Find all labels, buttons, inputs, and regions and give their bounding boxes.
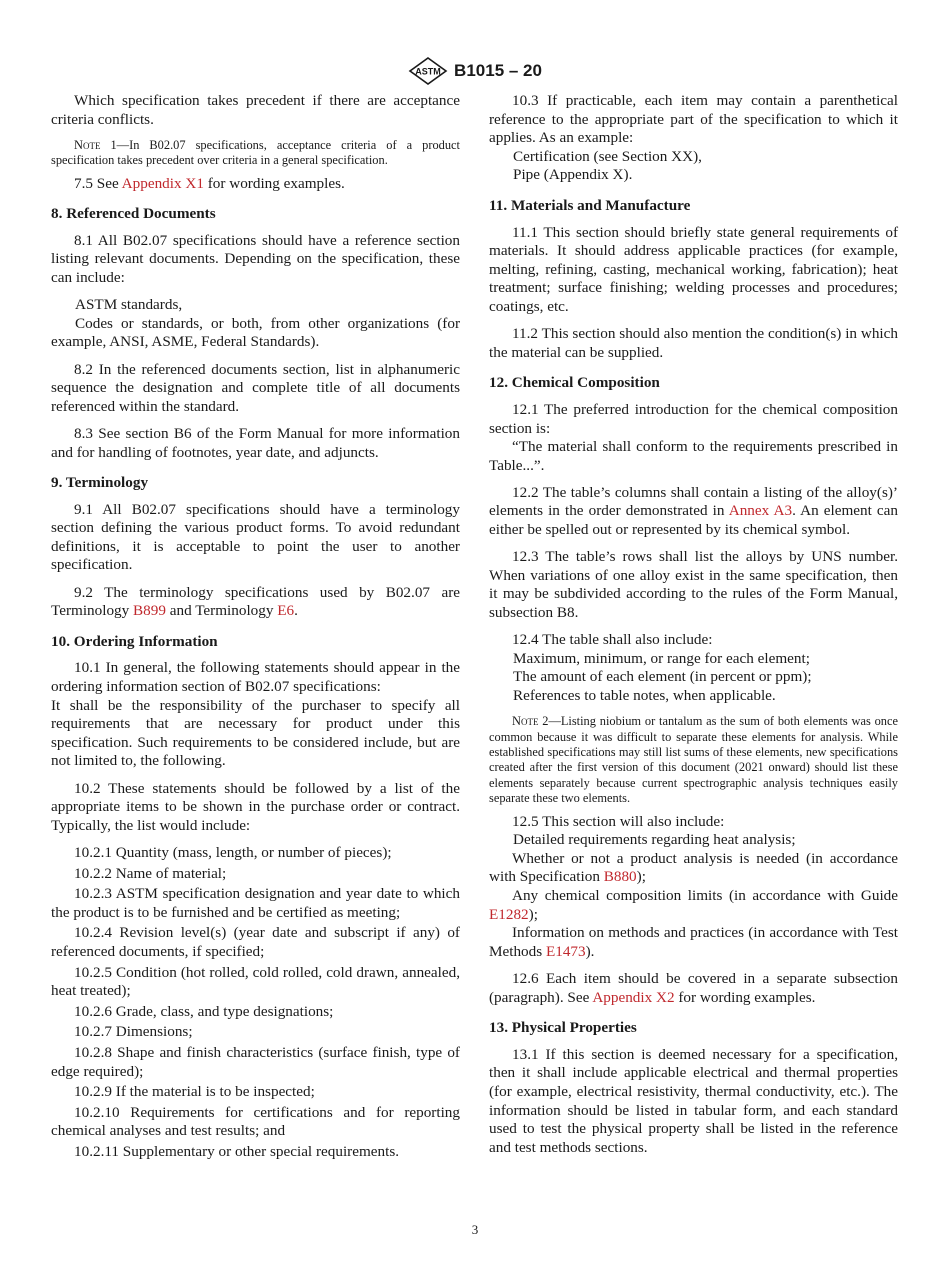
e1473-link[interactable]: E1473 (545, 942, 586, 960)
section-heading-8: 8. Referenced Documents (51, 205, 216, 223)
astm-logo-icon (408, 57, 448, 85)
list-item: Certification (see Section XX), (513, 147, 702, 165)
list-item: Pipe (Appendix X). (513, 166, 633, 184)
e1282-link[interactable]: E1282 (489, 905, 529, 923)
list-item: 10.2.4 Revision level(s) (year date and subscript if any) of referenced documents, if specified; (51, 924, 460, 960)
section-heading-9: 9. Terminology (51, 474, 149, 492)
paragraph-12-6: 12.6 Each item should be covered in a separate subsection (paragraph). See Appendix X2 for wording examples. (489, 969, 898, 1006)
page-header (0, 56, 950, 86)
paragraph-10-2: 10.2 These statements should be followed by a list of the appropriate items to be shown in the purchase order or contract. Typically, the list would include: (51, 779, 460, 834)
list-item: The amount of each element (in percent or ppm); (513, 668, 812, 686)
list-item: Detailed requirements regarding heat analysis; (513, 831, 796, 849)
page-number: 3 (471, 1222, 479, 1237)
paragraph-12-4: 12.4 The table shall also include: (512, 631, 713, 649)
section-heading-10: 10. Ordering Information (51, 632, 218, 650)
list-item: Any chemical composition limits (in accordance with Guide E1282); (489, 887, 898, 923)
list-item: 10.2.10 Requirements for certifications and for reporting chemical analyses and test results; and (51, 1103, 460, 1140)
b880-link[interactable]: B880 (603, 868, 637, 886)
appendix-x1-link[interactable]: Appendix X1 (121, 174, 204, 192)
list-item: Maximum, minimum, or range for each element; (513, 649, 810, 667)
list-item: 10.2.1 Quantity (mass, length, or number of pieces); (74, 843, 392, 861)
list-item: Whether or not a product analysis is needed (in accordance with Specification B880); (489, 849, 898, 886)
list-item: 10.2.11 Supplementary or other special requirements. (74, 1142, 400, 1160)
note-label: Note 2 (512, 714, 549, 729)
paragraph-8-3: 8.3 See section B6 of the Form Manual for more information and for handling of footnotes, year date, and adjuncts. (51, 424, 460, 461)
paragraph-11-2: 11.2 This section should also mention the condition(s) in which the material can be supplied. (489, 325, 898, 361)
section-heading-12: 12. Chemical Composition (489, 374, 660, 392)
b899-link[interactable]: B899 (133, 602, 166, 620)
list-item: 10.2.3 ASTM specification designation and year date to which the product is to be furnished and be certified as meeting; (51, 885, 460, 921)
note-text: —In B02.07 specifications, acceptance criteria of a product specification takes precedent over criteria in a general specification. (51, 137, 460, 168)
paragraph-12-1: 12.1 The preferred introduction for the chemical composition section is: (489, 400, 898, 437)
note-text: —Listing niobium or tantalum as the sum of both elements was once common because it was difficult to separate these elements for analysis. While established specifications may still list sums of these elements, new specifications created after the first version of this document (2021 onward) should list these elements separately because current spectrographic analysis techniques easily separate these two elements. (489, 714, 898, 806)
paragraph-8-2: 8.2 In the referenced documents section, list in alphanumeric sequence the designation and complete title of all documents referenced within the standard. (51, 360, 460, 415)
note-1 (51, 138, 460, 169)
quoted-statement: “The material shall conform to the requirements prescribed in Table...”. (489, 438, 898, 474)
right-column (489, 92, 898, 1166)
list-item: 10.2.5 Condition (hot rolled, cold rolled, cold drawn, annealed, heat treated); (51, 963, 460, 1000)
list-item: ASTM standards, (75, 296, 183, 314)
annex-a3-link[interactable]: Annex A3 (728, 502, 793, 520)
list-item: References to table notes, when applicable. (513, 687, 776, 704)
section-heading-11: 11. Materials and Manufacture (489, 196, 691, 214)
paragraph-10-1: 10.1 In general, the following statements should appear in the ordering information section of B02.07 specifications: (51, 659, 460, 696)
paragraph-12-5: 12.5 This section will also include: (512, 812, 725, 830)
list-item: Information on methods and practices (in accordance with Test Methods E1473). (489, 924, 898, 960)
paragraph-7-5: 7.5 See Appendix X1 for wording examples. (74, 174, 345, 192)
paragraph-13-1: 13.1 If this section is deemed necessary for a specification, then it shall include applicable electrical and thermal properties (for example, electrical resistivity, thermal conductivity, etc.). The information should be listed in tabular form, and each standard used to test the physical property shall be listed in the reference and test methods sections. (489, 1045, 898, 1156)
e6-link[interactable]: E6 (277, 602, 295, 620)
list-item: Codes or standards, or both, from other organizations (for example, ANSI, ASME, Federal Standards). (51, 314, 460, 351)
svg-text:ASTM: ASTM (415, 66, 441, 77)
paragraph-9-1: 9.1 All B02.07 specifications should have a terminology section defining the various product forms. To avoid redundant definitions, it is acceptable to point the user to another specification. (51, 500, 460, 574)
note-2 (489, 714, 898, 806)
list-item: 10.2.8 Shape and finish characteristics (surface finish, type of edge required); (51, 1043, 460, 1080)
list-item: 10.2.6 Grade, class, and type designations; (74, 1002, 334, 1020)
document-designation: B1015 – 20 (454, 61, 542, 80)
list-item: 10.2.9 If the material is to be inspected; (74, 1083, 315, 1101)
appendix-x2-link[interactable]: Appendix X2 (592, 988, 675, 1006)
paragraph-8-1: 8.1 All B02.07 specifications should have a reference section listing relevant documents. Depending on the specification, these can include: (51, 231, 460, 286)
paragraph: Which specification takes precedent if there are acceptance criteria conflicts. (51, 92, 460, 128)
list-item: 10.2.2 Name of material; (74, 864, 227, 882)
note-label: Note 1 (74, 137, 117, 152)
list-item: 10.2.7 Dimensions; (74, 1023, 193, 1041)
paragraph-10-3: 10.3 If practicable, each item may contain a parenthetical reference to the appropriate part of the specification to which it applies. As an example: (489, 92, 898, 147)
paragraph-10-1-statement: It shall be the responsibility of the purchaser to specify all requirements that are necessary for product under this specification. Such requirements to be considered include, but are not limited to, the following. (51, 696, 460, 770)
left-column (51, 92, 460, 1163)
paragraph-11-1: 11.1 This section should briefly state general requirements of materials. It should address applicable practices (for example, melting, refining, casting, mechanical working, fabrication); heat treatment; surface finishing; welding processes and procedures; coatings, etc. (489, 223, 898, 315)
paragraph-12-3: 12.3 The table’s rows shall list the alloys by UNS number. When variations of one alloy exist in the same specification, then it may be subdivided according to the rules of the Form Manual, subsection B8. (489, 548, 898, 622)
paragraph-9-2: 9.2 The terminology specifications used by B02.07 are Terminology B899 and Terminology E6. (51, 583, 460, 620)
paragraph-12-2: 12.2 The table’s columns shall contain a listing of the alloy(s)’ elements in the order demonstrated in Annex A3. An element can either be spelled out or represented by its chemical symbol. (489, 483, 899, 539)
section-heading-13: 13. Physical Properties (489, 1019, 637, 1037)
